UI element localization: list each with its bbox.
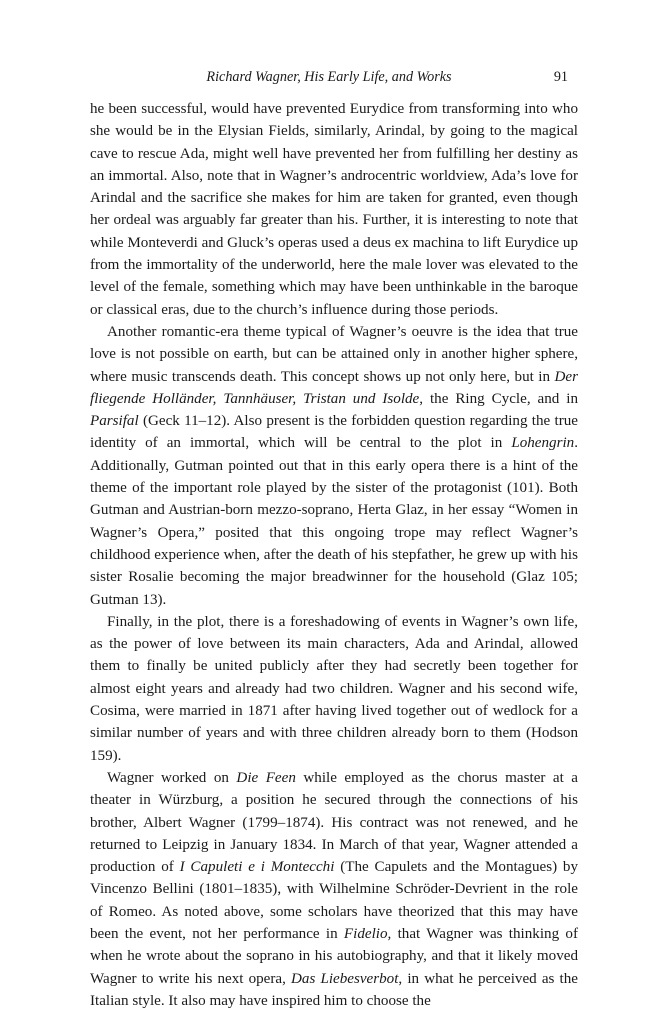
text-run: Finally, in the plot, there is a foreshadowing of events in Wagner’s own life, as the power of love between its main characters, Ada and Arindal, allowed them to finally be united publicly after they had secretly been together for almost eight years and already had two children. Wagner and his second wife, Cosima, were married in 1871 after having lived together out of wedlock for a similar number of years and with three children already born to them (Hodson 159). (90, 613, 578, 764)
text-run: , the Ring Cycle, and in (419, 390, 578, 407)
italic-title: Lohengrin (511, 435, 575, 452)
text-run: , in what he perceived as the Italian style. It also may have inspired him to choose the (90, 970, 578, 1009)
running-head (90, 66, 568, 88)
running-title: Richard Wagner, His Early Life, and Works (206, 69, 452, 85)
text-run: while employed as the chorus master at a theater in Würzburg, a position he secured through the connections of his brother, Albert Wagner (1799–1874). His contract was not renewed, and he returned to Leipzig in January 1834. In March of that year, Wagner attended a production of (90, 769, 579, 876)
paragraph (90, 98, 578, 321)
italic-title: Die Feen (236, 769, 296, 786)
text-run: that Wagner was thinking of when he wrote about the soprano in his autobiography, and that it likely moved Wagner to write his next opera, (90, 925, 578, 987)
text-run: Wagner worked on (107, 769, 237, 786)
text-run: . Additionally, Gutman pointed out that in this early opera there is a hint of the theme of the important role played by the sister of the protagonist (101). Both Gutman and Austrian-born mezzo-soprano, Herta Glaz, in her essay “Women in Wagner’s Opera,” posited that this ongoing trope may reflect Wagner’s childhood experience when, after the death of his stepfather, he grew up with his sister Rosalie becoming the major breadwinner for the household (Glaz 105; Gutman 13). (90, 435, 578, 608)
paragraph (90, 767, 578, 1012)
text-run: Another romantic-era theme typical of Wagner’s oeuvre is the idea that true love is not possible on earth, but can be attained only in another higher sphere, where music transcends death. This concept shows up not only here, but in (90, 323, 578, 385)
text-run: (The Capulets and the Montagues) by Vincenzo Bellini (1801–1835), with Wilhelmine Schröder-Devrient in the role of Romeo. As noted above, some scholars have theorized that this may have been the event, not her performance in (90, 859, 579, 942)
text-run: (Geck 11–12). Also present is the forbidden question regarding the true identity of an immortal, which will be central to the plot in (90, 413, 578, 452)
page-number: 91 (553, 69, 568, 85)
text-run: he been successful, would have prevented Eurydice from transforming into who she would be in the Elysian Fields, similarly, Arindal, by going to the magical cave to rescue Ada, might well have prevented her from fulfilling her destiny as an immortal. Also, note that in Wagner’s androcentric worldview, Ada’s love for Arindal and the sacrifice she makes for him are taken for granted, even though her ordeal was arguably far greater than his. Further, it is interesting to note that while Monteverdi and Gluck’s operas used a deus ex machina to lift Eurydice up from the immortality of the underworld, here the male lover was elevated to the level of the female, something which may have been unthinkable in the baroque or classical eras, due to the church’s influence during those periods. (90, 101, 578, 318)
italic-title: Parsifal (90, 413, 139, 430)
italic-title: Das Liebesverbot (291, 970, 399, 987)
paragraph (90, 321, 578, 611)
italic-title: Der fliegende Holländer, Tannhäuser, Tristan und Isolde (90, 368, 578, 407)
italic-title: Fidelio, (343, 925, 392, 942)
body-text (90, 98, 578, 1012)
paragraph (90, 611, 578, 767)
italic-title: I Capuleti e i Montecchi (179, 859, 335, 876)
